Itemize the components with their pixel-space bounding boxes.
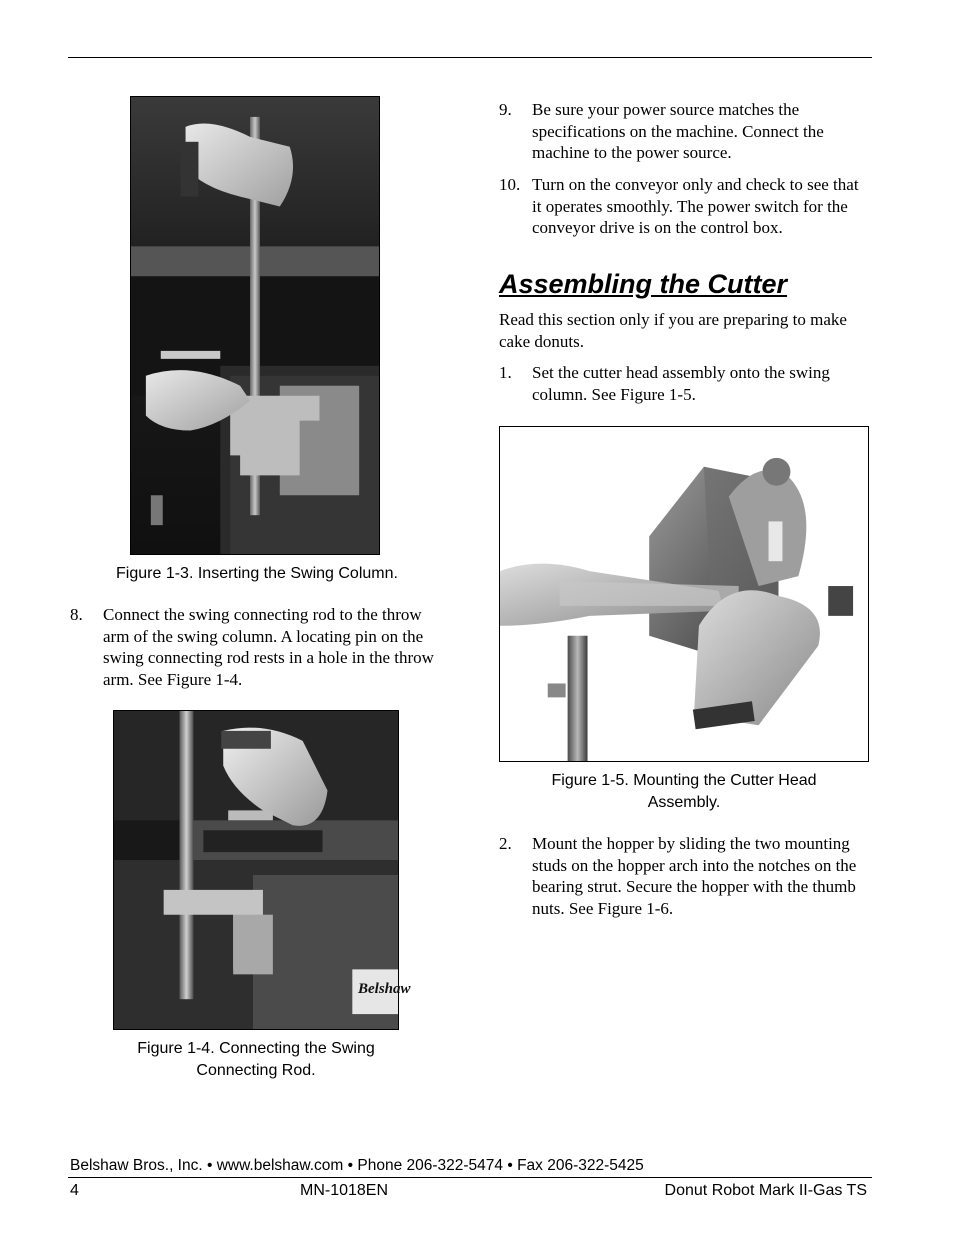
step-9 xyxy=(499,99,871,165)
step-text: Connect the swing connecting rod to the throw arm of the swing column. A locating pin on the swing connecting rod rests in a hole in the throw arm. See Figure 1-4. xyxy=(103,605,434,689)
step-number: 1. xyxy=(499,363,512,382)
product-name: Donut Robot Mark II-Gas TS xyxy=(664,1182,867,1199)
step-2 xyxy=(499,833,871,921)
section-intro: Read this section only if you are preparing to make cake donuts. xyxy=(499,310,847,351)
step-text: Be sure your power source matches the specifications on the machine. Connect the machine to the power source. xyxy=(532,100,824,162)
figure-1-4-logo: Belshaw xyxy=(358,981,411,997)
step-10 xyxy=(499,174,871,240)
step-number: 2. xyxy=(499,834,512,853)
document-code: MN-1018EN xyxy=(300,1182,389,1199)
page-number: 4 xyxy=(70,1182,79,1199)
step-1 xyxy=(499,362,871,406)
step-number: 9. xyxy=(499,100,512,119)
figure-1-4-photo xyxy=(113,710,411,1030)
step-number: 10. xyxy=(499,175,521,194)
section-heading: Assembling the Cutter xyxy=(499,269,788,299)
step-number: 8. xyxy=(70,605,83,624)
footer-rule xyxy=(68,1177,872,1178)
footer-contact: Belshaw Bros., Inc. • www.belshaw.com • Phone 206-322-5474 • Fax 206-322-5425 xyxy=(70,1157,644,1174)
figure-1-5-photo xyxy=(499,426,869,762)
step-text: Set the cutter head assembly onto the swing column. See Figure 1-5. xyxy=(532,363,830,404)
step-text: Turn on the conveyor only and check to see that it operates smoothly. The power switch for the conveyor drive is on the control box. xyxy=(532,175,859,237)
step-8 xyxy=(70,604,440,694)
step-text: Mount the hopper by sliding the two mounting studs on the hopper arch into the notches on the bearing strut. Secure the hopper with the thumb nuts. See Figure 1-6. xyxy=(532,834,857,918)
figure-1-3-caption: Figure 1-3. Inserting the Swing Column. xyxy=(116,565,398,582)
figure-1-3-photo xyxy=(130,96,380,555)
header-rule xyxy=(68,57,872,58)
figure-1-5-caption: Figure 1-5. Mounting the Cutter Head Assembly. xyxy=(551,772,817,811)
figure-1-4-caption: Figure 1-4. Connecting the Swing Connecting Rod. xyxy=(137,1040,375,1079)
